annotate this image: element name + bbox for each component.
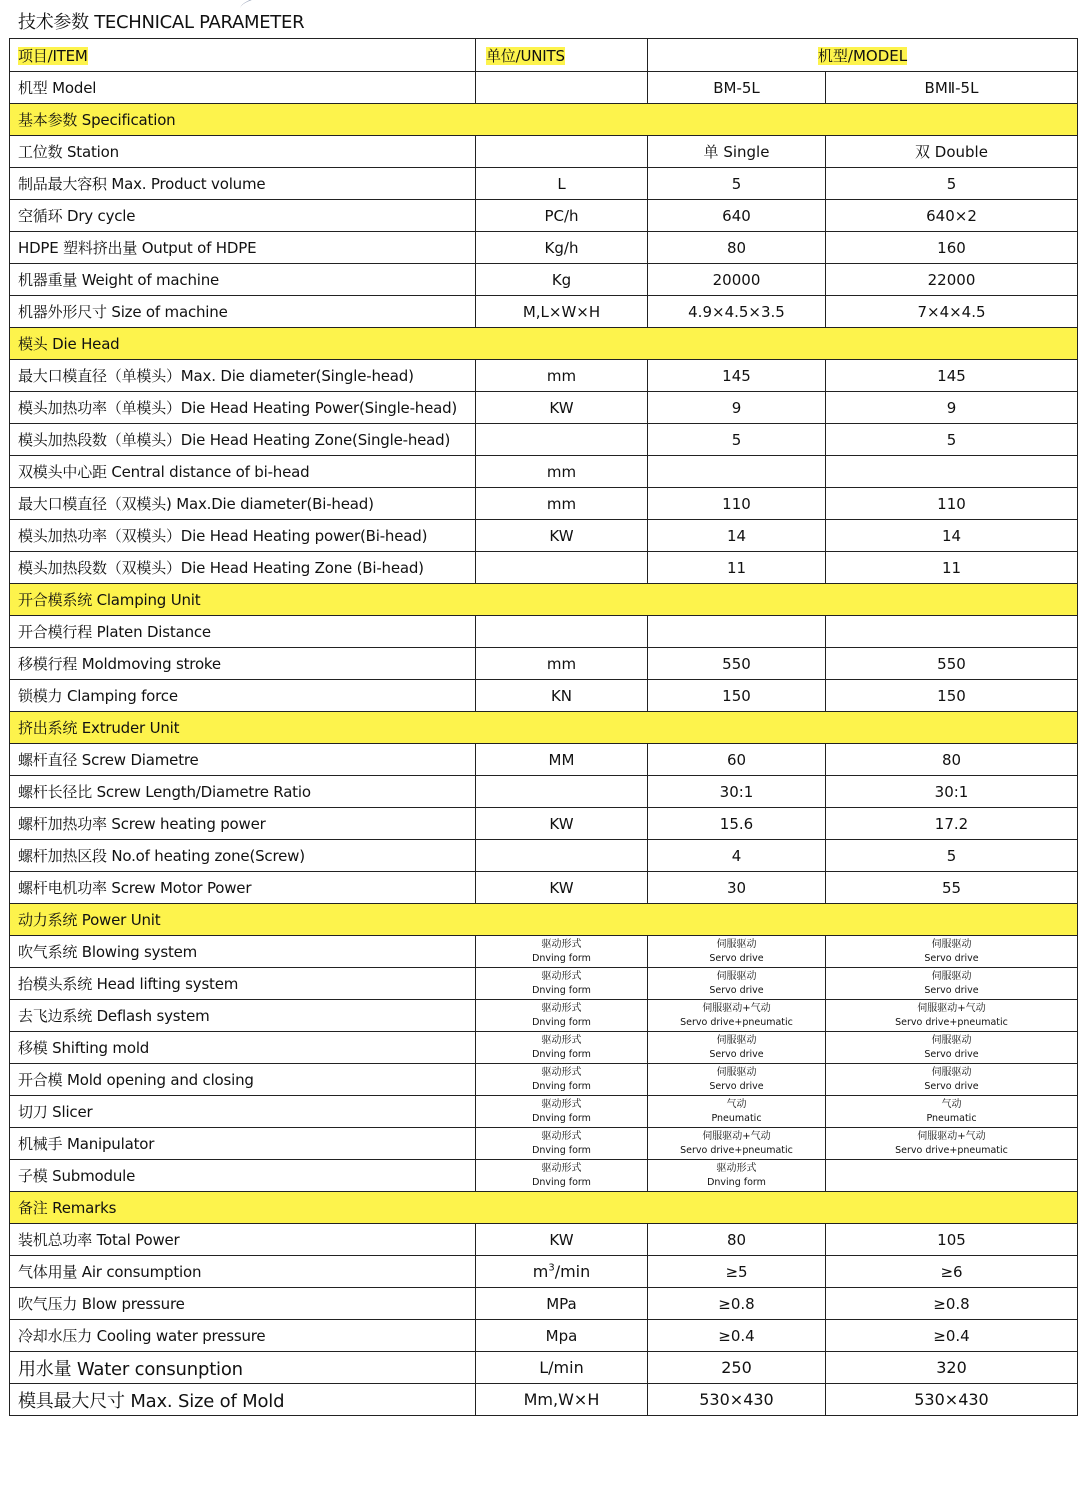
- row-value-bm2-5l: [826, 936, 1078, 968]
- page-title: 技术参数 TECHNICAL PARAMETER: [18, 12, 305, 33]
- value-en: Servo drive: [924, 1048, 979, 1060]
- header-item: 项目/ITEM: [18, 46, 88, 65]
- unit-sup: 3: [548, 1262, 555, 1274]
- row-value-bm2-5l: 80: [826, 744, 1078, 776]
- value-en: Servo drive: [709, 1048, 764, 1060]
- unit-en: Dnving form: [532, 1144, 591, 1156]
- row-item: 机器外形尺寸 Size of machine: [10, 296, 476, 328]
- row-value-bm-5l: [648, 936, 826, 968]
- row-unit: M,L×W×H: [476, 296, 648, 328]
- value-cn: 伺服驱动: [716, 1066, 757, 1078]
- section-header: [10, 712, 1078, 744]
- value-cn: 伺服驱动+气动: [702, 1130, 771, 1142]
- section-title: 动力系统 Power Unit: [10, 904, 1078, 936]
- row-value-bm2-5l: ≥6: [826, 1256, 1078, 1288]
- row-unit: [476, 1032, 648, 1064]
- row-item: 用水量 Water consunption: [10, 1352, 476, 1384]
- section-title: 备注 Remarks: [10, 1192, 1078, 1224]
- row-item: 冷却水压力 Cooling water pressure: [10, 1320, 476, 1352]
- header-model: 机型/MODEL: [817, 46, 908, 65]
- value-en: Servo drive: [924, 1080, 979, 1092]
- row-value-bm-5l: [648, 1000, 826, 1032]
- row-item: 螺杆电机功率 Screw Motor Power: [10, 872, 476, 904]
- row-value-bm-5l: [648, 1096, 826, 1128]
- model-row-item: 机型 Model: [10, 72, 476, 104]
- row-value-bm2-5l: 11: [826, 552, 1078, 584]
- header-units: 单位/UNITS: [486, 46, 565, 65]
- unit-cn: 驱动形式: [541, 1034, 582, 1046]
- row-item: 子模 Submodule: [10, 1160, 476, 1192]
- value-cn: 伺服驱动: [931, 1034, 972, 1046]
- row-item: 制品最大容积 Max. Product volume: [10, 168, 476, 200]
- table-row: [10, 1256, 1078, 1288]
- row-value-bm2-5l: 640×2: [826, 200, 1078, 232]
- table-row: [10, 552, 1078, 584]
- row-item: 螺杆加热功率 Screw heating power: [10, 808, 476, 840]
- table-row: [10, 1064, 1078, 1096]
- row-unit: mm: [476, 360, 648, 392]
- value-en: Servo drive: [709, 952, 764, 964]
- row-unit: PC/h: [476, 200, 648, 232]
- row-item: 模头加热功率（单模头）Die Head Heating Power(Single-head): [10, 392, 476, 424]
- unit-en: Dnving form: [532, 952, 591, 964]
- model-a: BM-5L: [648, 72, 826, 104]
- row-value-bm-5l: 11: [648, 552, 826, 584]
- row-value-bm-5l: [648, 1032, 826, 1064]
- table-row: [10, 1320, 1078, 1352]
- row-value-bm-5l: 145: [648, 360, 826, 392]
- row-value-bm-5l: [648, 1064, 826, 1096]
- value-en: Servo drive+pneumatic: [680, 1144, 793, 1156]
- row-unit: KN: [476, 680, 648, 712]
- value-cn: 伺服驱动+气动: [702, 1002, 771, 1014]
- row-value-bm2-5l: 17.2: [826, 808, 1078, 840]
- row-value-bm-5l: ≥0.4: [648, 1320, 826, 1352]
- table-row: [10, 168, 1078, 200]
- row-value-bm2-5l: [826, 1160, 1078, 1192]
- row-unit: [476, 968, 648, 1000]
- row-value-bm2-5l: [826, 1032, 1078, 1064]
- value-cn: 伺服驱动: [716, 938, 757, 950]
- unit-en: Dnving form: [532, 1048, 591, 1060]
- section-title: 挤出系统 Extruder Unit: [10, 712, 1078, 744]
- row-value-bm-5l: [648, 968, 826, 1000]
- row-unit: Kg/h: [476, 232, 648, 264]
- row-value-bm-5l: [648, 456, 826, 488]
- row-unit: Kg: [476, 264, 648, 296]
- row-value-bm2-5l: 5: [826, 840, 1078, 872]
- value-en: Servo drive+pneumatic: [895, 1016, 1008, 1028]
- row-value-bm2-5l: 30:1: [826, 776, 1078, 808]
- value-cn: 伺服驱动: [931, 938, 972, 950]
- table-row: [10, 648, 1078, 680]
- unit-cn: 驱动形式: [541, 970, 582, 982]
- row-item: 气体用量 Air consumption: [10, 1256, 476, 1288]
- row-value-bm2-5l: [826, 456, 1078, 488]
- row-unit: KW: [476, 808, 648, 840]
- row-value-bm2-5l: 双 Double: [826, 136, 1078, 168]
- row-item: 模头加热段数（单模头）Die Head Heating Zone(Single-head): [10, 424, 476, 456]
- row-value-bm-5l: [648, 616, 826, 648]
- row-unit: [476, 1000, 648, 1032]
- unit-en: Dnving form: [532, 1112, 591, 1124]
- table-row: [10, 1128, 1078, 1160]
- unit-cn: 驱动形式: [541, 1130, 582, 1142]
- section-title: 基本参数 Specification: [10, 104, 1078, 136]
- value-en: Servo drive: [709, 1080, 764, 1092]
- row-value-bm-5l: 640: [648, 200, 826, 232]
- row-value-bm-5l: 30: [648, 872, 826, 904]
- model-b: BMⅡ-5L: [826, 72, 1078, 104]
- table-row: [10, 680, 1078, 712]
- section-header: [10, 584, 1078, 616]
- row-value-bm2-5l: [826, 968, 1078, 1000]
- row-unit: [476, 1256, 648, 1288]
- section-header: [10, 904, 1078, 936]
- row-value-bm-5l: 4.9×4.5×3.5: [648, 296, 826, 328]
- table-row: [10, 1000, 1078, 1032]
- table-row: [10, 1160, 1078, 1192]
- row-item: 模具最大尺寸 Max. Size of Mold: [10, 1384, 476, 1416]
- row-value-bm2-5l: 160: [826, 232, 1078, 264]
- technical-parameter-table: [9, 38, 1078, 1416]
- table-row: [10, 424, 1078, 456]
- table-row: [10, 1288, 1078, 1320]
- table-row: [10, 744, 1078, 776]
- header-row: [10, 39, 1078, 72]
- row-value-bm-5l: [648, 1160, 826, 1192]
- row-value-bm-5l: 14: [648, 520, 826, 552]
- row-value-bm-5l: 80: [648, 1224, 826, 1256]
- row-value-bm2-5l: ≥0.4: [826, 1320, 1078, 1352]
- row-unit: [476, 936, 648, 968]
- unit-tail: /min: [554, 1262, 591, 1281]
- row-item: 模头加热功率（双模头）Die Head Heating power(Bi-head): [10, 520, 476, 552]
- row-value-bm2-5l: 22000: [826, 264, 1078, 296]
- row-value-bm-5l: 5: [648, 168, 826, 200]
- row-value-bm-5l: 80: [648, 232, 826, 264]
- row-value-bm-5l: 550: [648, 648, 826, 680]
- row-value-bm-5l: 530×430: [648, 1384, 826, 1416]
- row-unit: [476, 136, 648, 168]
- row-unit: mm: [476, 456, 648, 488]
- row-item: 机械手 Manipulator: [10, 1128, 476, 1160]
- row-unit: Mm,W×H: [476, 1384, 648, 1416]
- value-en: Servo drive+pneumatic: [895, 1144, 1008, 1156]
- row-value-bm2-5l: 14: [826, 520, 1078, 552]
- row-item: 装机总功率 Total Power: [10, 1224, 476, 1256]
- row-item: 最大口模直径（双模头) Max.Die diameter(Bi-head): [10, 488, 476, 520]
- value-en: Servo drive+pneumatic: [680, 1016, 793, 1028]
- row-item: 双模头中心距 Central distance of bi-head: [10, 456, 476, 488]
- unit-cn: 驱动形式: [541, 1098, 582, 1110]
- table-row: [10, 456, 1078, 488]
- section-header: [10, 328, 1078, 360]
- row-value-bm-5l: 20000: [648, 264, 826, 296]
- row-item: 移模 Shifting mold: [10, 1032, 476, 1064]
- row-value-bm2-5l: 5: [826, 424, 1078, 456]
- row-value-bm2-5l: 320: [826, 1352, 1078, 1384]
- value-en: Dnving form: [707, 1176, 766, 1188]
- row-unit: [476, 552, 648, 584]
- value-cn: 伺服驱动: [716, 970, 757, 982]
- table-row: [10, 968, 1078, 1000]
- unit-en: Dnving form: [532, 1016, 591, 1028]
- row-value-bm-5l: 110: [648, 488, 826, 520]
- table-row: [10, 488, 1078, 520]
- table-row: [10, 200, 1078, 232]
- unit-cn: 驱动形式: [541, 938, 582, 950]
- unit-en: Dnving form: [532, 984, 591, 996]
- row-unit: mm: [476, 488, 648, 520]
- row-value-bm-5l: ≥0.8: [648, 1288, 826, 1320]
- row-value-bm2-5l: 110: [826, 488, 1078, 520]
- row-value-bm2-5l: [826, 1128, 1078, 1160]
- row-unit: L: [476, 168, 648, 200]
- row-value-bm2-5l: 7×4×4.5: [826, 296, 1078, 328]
- model-row: [10, 72, 1078, 104]
- table-row: [10, 616, 1078, 648]
- row-item: 吹气压力 Blow pressure: [10, 1288, 476, 1320]
- row-value-bm2-5l: 145: [826, 360, 1078, 392]
- row-unit: [476, 616, 648, 648]
- table-row: [10, 776, 1078, 808]
- row-value-bm2-5l: 530×430: [826, 1384, 1078, 1416]
- table-row: [10, 936, 1078, 968]
- value-en: Servo drive: [709, 984, 764, 996]
- row-unit: [476, 840, 648, 872]
- value-en: Pneumatic: [711, 1112, 762, 1124]
- row-value-bm2-5l: [826, 616, 1078, 648]
- row-unit: MM: [476, 744, 648, 776]
- table-row: [10, 840, 1078, 872]
- row-value-bm2-5l: 150: [826, 680, 1078, 712]
- row-item: 螺杆加热区段 No.of heating zone(Screw): [10, 840, 476, 872]
- row-item: 螺杆直径 Screw Diametre: [10, 744, 476, 776]
- row-value-bm-5l: [648, 1128, 826, 1160]
- row-value-bm-5l: 4: [648, 840, 826, 872]
- unit-cn: 驱动形式: [541, 1162, 582, 1174]
- value-cn: 伺服驱动: [931, 970, 972, 982]
- row-unit: KW: [476, 520, 648, 552]
- table-row: [10, 296, 1078, 328]
- row-item: 去飞边系统 Deflash system: [10, 1000, 476, 1032]
- row-value-bm2-5l: 5: [826, 168, 1078, 200]
- table-row: [10, 392, 1078, 424]
- row-value-bm-5l: 30:1: [648, 776, 826, 808]
- table-row: [10, 264, 1078, 296]
- table-row: [10, 232, 1078, 264]
- table-row: [10, 520, 1078, 552]
- value-en: Servo drive: [924, 952, 979, 964]
- value-cn: 气动: [726, 1098, 747, 1110]
- model-row-unit: [476, 72, 648, 104]
- row-unit: [476, 1064, 648, 1096]
- table-row: [10, 360, 1078, 392]
- row-value-bm-5l: 单 Single: [648, 136, 826, 168]
- row-unit: [476, 1160, 648, 1192]
- row-item: 切刀 Slicer: [10, 1096, 476, 1128]
- table-row: [10, 1096, 1078, 1128]
- section-title: 开合模系统 Clamping Unit: [10, 584, 1078, 616]
- row-value-bm2-5l: 55: [826, 872, 1078, 904]
- row-item: 移模行程 Moldmoving stroke: [10, 648, 476, 680]
- value-cn: 气动: [941, 1098, 962, 1110]
- row-value-bm-5l: 5: [648, 424, 826, 456]
- row-value-bm2-5l: ≥0.8: [826, 1288, 1078, 1320]
- row-unit: [476, 776, 648, 808]
- row-value-bm-5l: 9: [648, 392, 826, 424]
- row-value-bm-5l: 150: [648, 680, 826, 712]
- row-unit: KW: [476, 872, 648, 904]
- row-item: 锁模力 Clamping force: [10, 680, 476, 712]
- row-item: HDPE 塑料挤出量 Output of HDPE: [10, 232, 476, 264]
- row-value-bm-5l: 15.6: [648, 808, 826, 840]
- table-row: [10, 136, 1078, 168]
- row-value-bm2-5l: 550: [826, 648, 1078, 680]
- table-row: [10, 1224, 1078, 1256]
- table-row: [10, 808, 1078, 840]
- row-value-bm-5l: 60: [648, 744, 826, 776]
- row-value-bm-5l: ≥5: [648, 1256, 826, 1288]
- row-unit: KW: [476, 1224, 648, 1256]
- row-item: 吹气系统 Blowing system: [10, 936, 476, 968]
- row-unit: [476, 1096, 648, 1128]
- value-en: Servo drive: [924, 984, 979, 996]
- table-row: [10, 1384, 1078, 1416]
- row-item: 空循环 Dry cycle: [10, 200, 476, 232]
- value-en: Pneumatic: [926, 1112, 977, 1124]
- section-header: [10, 1192, 1078, 1224]
- row-value-bm2-5l: 105: [826, 1224, 1078, 1256]
- section-header: [10, 104, 1078, 136]
- value-cn: 伺服驱动+气动: [917, 1130, 986, 1142]
- table-row: [10, 1352, 1078, 1384]
- row-unit: [476, 1128, 648, 1160]
- row-item: 抬模头系统 Head lifting system: [10, 968, 476, 1000]
- row-unit: Mpa: [476, 1320, 648, 1352]
- row-item: 机器重量 Weight of machine: [10, 264, 476, 296]
- unit-en: Dnving form: [532, 1176, 591, 1188]
- unit-cn: 驱动形式: [541, 1066, 582, 1078]
- row-value-bm2-5l: [826, 1064, 1078, 1096]
- row-unit: [476, 424, 648, 456]
- value-cn: 伺服驱动: [716, 1034, 757, 1046]
- unit-base: m: [532, 1262, 549, 1281]
- row-item: 模头加热段数（双模头）Die Head Heating Zone (Bi-head): [10, 552, 476, 584]
- row-item: 螺杆长径比 Screw Length/Diametre Ratio: [10, 776, 476, 808]
- row-item: 开合模 Mold opening and closing: [10, 1064, 476, 1096]
- table-row: [10, 1032, 1078, 1064]
- unit-en: Dnving form: [532, 1080, 591, 1092]
- section-title: 模头 Die Head: [10, 328, 1078, 360]
- row-unit: L/min: [476, 1352, 648, 1384]
- row-unit: KW: [476, 392, 648, 424]
- row-value-bm2-5l: [826, 1000, 1078, 1032]
- value-cn: 伺服驱动+气动: [917, 1002, 986, 1014]
- row-unit: MPa: [476, 1288, 648, 1320]
- unit-cn: 驱动形式: [541, 1002, 582, 1014]
- row-value-bm-5l: 250: [648, 1352, 826, 1384]
- row-unit: mm: [476, 648, 648, 680]
- value-cn: 伺服驱动: [931, 1066, 972, 1078]
- row-value-bm2-5l: 9: [826, 392, 1078, 424]
- table-row: [10, 872, 1078, 904]
- value-cn: 驱动形式: [716, 1162, 757, 1174]
- row-item: 开合模行程 Platen Distance: [10, 616, 476, 648]
- row-value-bm2-5l: [826, 1096, 1078, 1128]
- row-item: 最大口模直径（单模头）Max. Die diameter(Single-head): [10, 360, 476, 392]
- row-item: 工位数 Station: [10, 136, 476, 168]
